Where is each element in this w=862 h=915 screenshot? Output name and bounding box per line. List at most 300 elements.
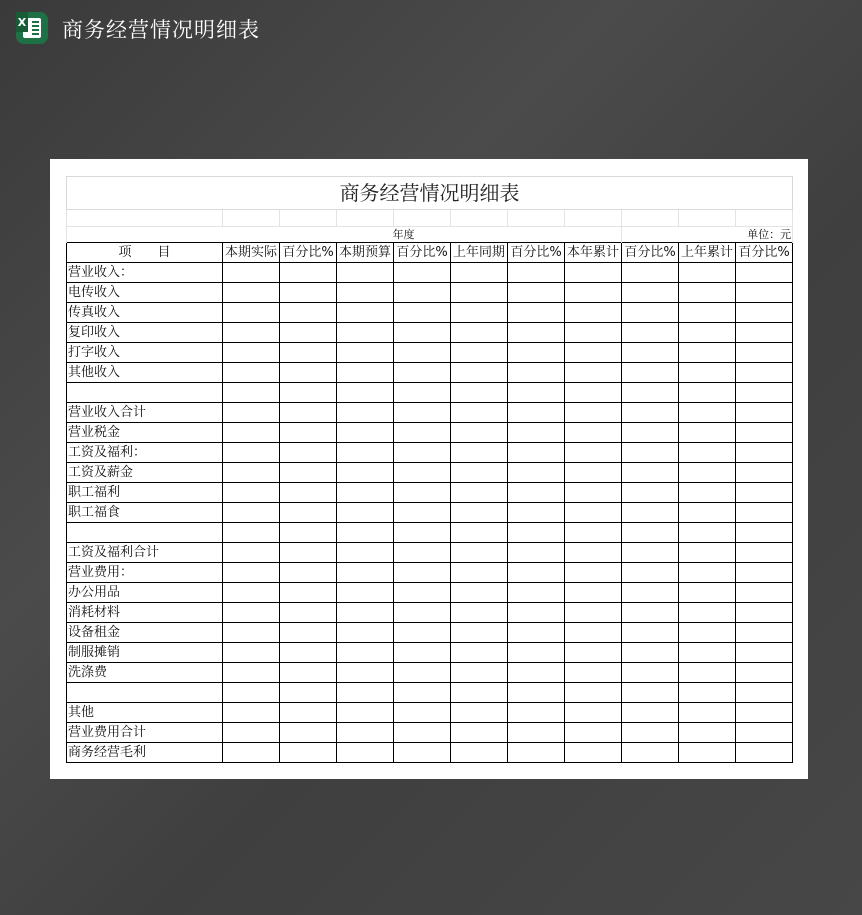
value-cell[interactable]: [394, 403, 451, 423]
value-cell[interactable]: [280, 383, 337, 403]
value-cell[interactable]: [679, 303, 736, 323]
value-cell[interactable]: [679, 643, 736, 663]
value-cell[interactable]: [736, 383, 793, 403]
value-cell[interactable]: [508, 563, 565, 583]
column-header[interactable]: 项 目: [67, 243, 223, 263]
value-cell[interactable]: [451, 343, 508, 363]
row-label[interactable]: 营业收入：: [67, 263, 223, 283]
value-cell[interactable]: [622, 443, 679, 463]
value-cell[interactable]: [451, 463, 508, 483]
value-cell[interactable]: [622, 663, 679, 683]
value-cell[interactable]: [337, 643, 394, 663]
value-cell[interactable]: [223, 683, 280, 703]
value-cell[interactable]: [565, 703, 622, 723]
value-cell[interactable]: [565, 623, 622, 643]
row-label[interactable]: 设备租金: [67, 623, 223, 643]
value-cell[interactable]: [280, 703, 337, 723]
value-cell[interactable]: [337, 403, 394, 423]
value-cell[interactable]: [337, 543, 394, 563]
value-cell[interactable]: [508, 283, 565, 303]
value-cell[interactable]: [508, 423, 565, 443]
value-cell[interactable]: [451, 663, 508, 683]
value-cell[interactable]: [736, 563, 793, 583]
value-cell[interactable]: [679, 623, 736, 643]
value-cell[interactable]: [223, 303, 280, 323]
row-label[interactable]: 其他收入: [67, 363, 223, 383]
value-cell[interactable]: [451, 643, 508, 663]
value-cell[interactable]: [394, 683, 451, 703]
value-cell[interactable]: [223, 743, 280, 763]
value-cell[interactable]: [280, 283, 337, 303]
value-cell[interactable]: [223, 403, 280, 423]
value-cell[interactable]: [280, 323, 337, 343]
row-label[interactable]: 电传收入: [67, 283, 223, 303]
value-cell[interactable]: [280, 583, 337, 603]
value-cell[interactable]: [565, 363, 622, 383]
value-cell[interactable]: [622, 743, 679, 763]
value-cell[interactable]: [280, 683, 337, 703]
value-cell[interactable]: [223, 463, 280, 483]
value-cell[interactable]: [508, 443, 565, 463]
value-cell[interactable]: [679, 343, 736, 363]
value-cell[interactable]: [622, 723, 679, 743]
row-label[interactable]: 制服摊销: [67, 643, 223, 663]
value-cell[interactable]: [223, 383, 280, 403]
value-cell[interactable]: [280, 663, 337, 683]
value-cell[interactable]: [337, 483, 394, 503]
column-header[interactable]: 本年累计: [565, 243, 622, 263]
value-cell[interactable]: [736, 443, 793, 463]
value-cell[interactable]: [451, 723, 508, 743]
row-label[interactable]: 消耗材料: [67, 603, 223, 623]
value-cell[interactable]: [280, 643, 337, 663]
value-cell[interactable]: [622, 463, 679, 483]
value-cell[interactable]: [280, 263, 337, 283]
value-cell[interactable]: [565, 743, 622, 763]
value-cell[interactable]: [451, 323, 508, 343]
value-cell[interactable]: [394, 563, 451, 583]
value-cell[interactable]: [451, 263, 508, 283]
value-cell[interactable]: [622, 303, 679, 323]
value-cell[interactable]: [451, 543, 508, 563]
value-cell[interactable]: [394, 703, 451, 723]
value-cell[interactable]: [736, 583, 793, 603]
value-cell[interactable]: [280, 343, 337, 363]
value-cell[interactable]: [679, 283, 736, 303]
value-cell[interactable]: [679, 543, 736, 563]
column-header[interactable]: 百分比%: [280, 243, 337, 263]
value-cell[interactable]: [622, 503, 679, 523]
value-cell[interactable]: [223, 523, 280, 543]
value-cell[interactable]: [565, 303, 622, 323]
value-cell[interactable]: [565, 263, 622, 283]
value-cell[interactable]: [736, 263, 793, 283]
value-cell[interactable]: [280, 423, 337, 443]
value-cell[interactable]: [508, 483, 565, 503]
value-cell[interactable]: [622, 623, 679, 643]
value-cell[interactable]: [508, 603, 565, 623]
value-cell[interactable]: [394, 723, 451, 743]
value-cell[interactable]: [565, 583, 622, 603]
value-cell[interactable]: [736, 403, 793, 423]
row-label[interactable]: 职工福食: [67, 503, 223, 523]
value-cell[interactable]: [394, 363, 451, 383]
value-cell[interactable]: [622, 563, 679, 583]
value-cell[interactable]: [337, 723, 394, 743]
value-cell[interactable]: [622, 643, 679, 663]
value-cell[interactable]: [394, 383, 451, 403]
value-cell[interactable]: [451, 303, 508, 323]
value-cell[interactable]: [736, 643, 793, 663]
value-cell[interactable]: [223, 443, 280, 463]
value-cell[interactable]: [223, 323, 280, 343]
row-label[interactable]: 办公用品: [67, 583, 223, 603]
row-label[interactable]: 传真收入: [67, 303, 223, 323]
value-cell[interactable]: [565, 383, 622, 403]
value-cell[interactable]: [280, 723, 337, 743]
value-cell[interactable]: [337, 603, 394, 623]
value-cell[interactable]: [679, 603, 736, 623]
value-cell[interactable]: [565, 403, 622, 423]
value-cell[interactable]: [223, 563, 280, 583]
value-cell[interactable]: [394, 303, 451, 323]
value-cell[interactable]: [394, 443, 451, 463]
value-cell[interactable]: [223, 703, 280, 723]
value-cell[interactable]: [451, 443, 508, 463]
value-cell[interactable]: [394, 503, 451, 523]
value-cell[interactable]: [337, 503, 394, 523]
value-cell[interactable]: [223, 363, 280, 383]
cell[interactable]: [337, 210, 394, 227]
value-cell[interactable]: [451, 583, 508, 603]
value-cell[interactable]: [622, 703, 679, 723]
value-cell[interactable]: [565, 443, 622, 463]
value-cell[interactable]: [565, 423, 622, 443]
value-cell[interactable]: [451, 423, 508, 443]
value-cell[interactable]: [223, 723, 280, 743]
row-label[interactable]: 营业费用：: [67, 563, 223, 583]
value-cell[interactable]: [451, 623, 508, 643]
value-cell[interactable]: [736, 283, 793, 303]
value-cell[interactable]: [394, 463, 451, 483]
value-cell[interactable]: [394, 583, 451, 603]
value-cell[interactable]: [565, 663, 622, 683]
value-cell[interactable]: [565, 343, 622, 363]
value-cell[interactable]: [451, 603, 508, 623]
value-cell[interactable]: [280, 563, 337, 583]
value-cell[interactable]: [394, 523, 451, 543]
value-cell[interactable]: [394, 323, 451, 343]
value-cell[interactable]: [508, 463, 565, 483]
value-cell[interactable]: [508, 383, 565, 403]
value-cell[interactable]: [337, 563, 394, 583]
column-header[interactable]: 上年同期: [451, 243, 508, 263]
value-cell[interactable]: [736, 663, 793, 683]
value-cell[interactable]: [679, 403, 736, 423]
value-cell[interactable]: [736, 323, 793, 343]
value-cell[interactable]: [223, 663, 280, 683]
value-cell[interactable]: [394, 603, 451, 623]
value-cell[interactable]: [337, 443, 394, 463]
value-cell[interactable]: [394, 663, 451, 683]
value-cell[interactable]: [736, 523, 793, 543]
value-cell[interactable]: [508, 543, 565, 563]
value-cell[interactable]: [337, 663, 394, 683]
value-cell[interactable]: [508, 523, 565, 543]
value-cell[interactable]: [736, 743, 793, 763]
column-header[interactable]: 百分比%: [394, 243, 451, 263]
row-label[interactable]: 工资及薪金: [67, 463, 223, 483]
value-cell[interactable]: [280, 743, 337, 763]
cell[interactable]: [280, 210, 337, 227]
value-cell[interactable]: [280, 443, 337, 463]
value-cell[interactable]: [508, 503, 565, 523]
value-cell[interactable]: [280, 403, 337, 423]
cell[interactable]: [622, 210, 679, 227]
value-cell[interactable]: [622, 523, 679, 543]
value-cell[interactable]: [679, 463, 736, 483]
value-cell[interactable]: [337, 703, 394, 723]
value-cell[interactable]: [679, 263, 736, 283]
value-cell[interactable]: [508, 403, 565, 423]
value-cell[interactable]: [451, 503, 508, 523]
value-cell[interactable]: [565, 603, 622, 623]
value-cell[interactable]: [280, 463, 337, 483]
value-cell[interactable]: [223, 503, 280, 523]
value-cell[interactable]: [508, 663, 565, 683]
value-cell[interactable]: [622, 403, 679, 423]
value-cell[interactable]: [679, 383, 736, 403]
row-label[interactable]: 洗涤费: [67, 663, 223, 683]
value-cell[interactable]: [679, 363, 736, 383]
value-cell[interactable]: [679, 443, 736, 463]
value-cell[interactable]: [223, 423, 280, 443]
value-cell[interactable]: [223, 643, 280, 663]
value-cell[interactable]: [451, 703, 508, 723]
value-cell[interactable]: [394, 543, 451, 563]
value-cell[interactable]: [508, 743, 565, 763]
value-cell[interactable]: [622, 343, 679, 363]
column-header[interactable]: 本期实际: [223, 243, 280, 263]
value-cell[interactable]: [565, 503, 622, 523]
sheet-title[interactable]: 商务经营情况明细表: [67, 177, 793, 210]
value-cell[interactable]: [622, 363, 679, 383]
value-cell[interactable]: [223, 603, 280, 623]
value-cell[interactable]: [622, 423, 679, 443]
value-cell[interactable]: [280, 603, 337, 623]
value-cell[interactable]: [337, 303, 394, 323]
row-label[interactable]: 营业税金: [67, 423, 223, 443]
cell[interactable]: [508, 210, 565, 227]
value-cell[interactable]: [508, 623, 565, 643]
value-cell[interactable]: [337, 743, 394, 763]
value-cell[interactable]: [622, 603, 679, 623]
cell[interactable]: [565, 210, 622, 227]
value-cell[interactable]: [622, 323, 679, 343]
cell[interactable]: [67, 210, 223, 227]
value-cell[interactable]: [337, 623, 394, 643]
value-cell[interactable]: [337, 523, 394, 543]
value-cell[interactable]: [565, 643, 622, 663]
value-cell[interactable]: [451, 383, 508, 403]
value-cell[interactable]: [679, 723, 736, 743]
row-label[interactable]: 工资及福利：: [67, 443, 223, 463]
value-cell[interactable]: [337, 363, 394, 383]
column-header[interactable]: 百分比%: [508, 243, 565, 263]
value-cell[interactable]: [679, 503, 736, 523]
value-cell[interactable]: [223, 543, 280, 563]
value-cell[interactable]: [451, 743, 508, 763]
value-cell[interactable]: [565, 463, 622, 483]
value-cell[interactable]: [622, 383, 679, 403]
value-cell[interactable]: [565, 523, 622, 543]
value-cell[interactable]: [508, 583, 565, 603]
value-cell[interactable]: [736, 483, 793, 503]
value-cell[interactable]: [451, 403, 508, 423]
row-label[interactable]: 营业费用合计: [67, 723, 223, 743]
value-cell[interactable]: [679, 323, 736, 343]
value-cell[interactable]: [394, 283, 451, 303]
value-cell[interactable]: [451, 363, 508, 383]
value-cell[interactable]: [736, 543, 793, 563]
value-cell[interactable]: [736, 303, 793, 323]
value-cell[interactable]: [394, 743, 451, 763]
value-cell[interactable]: [280, 363, 337, 383]
value-cell[interactable]: [622, 543, 679, 563]
value-cell[interactable]: [679, 743, 736, 763]
value-cell[interactable]: [622, 483, 679, 503]
value-cell[interactable]: [223, 263, 280, 283]
value-cell[interactable]: [565, 483, 622, 503]
value-cell[interactable]: [565, 283, 622, 303]
value-cell[interactable]: [736, 423, 793, 443]
value-cell[interactable]: [508, 723, 565, 743]
value-cell[interactable]: [565, 543, 622, 563]
value-cell[interactable]: [280, 523, 337, 543]
value-cell[interactable]: [679, 483, 736, 503]
value-cell[interactable]: [508, 303, 565, 323]
year-label[interactable]: 年度: [67, 227, 622, 243]
value-cell[interactable]: [736, 603, 793, 623]
value-cell[interactable]: [337, 343, 394, 363]
cell[interactable]: [394, 210, 451, 227]
value-cell[interactable]: [508, 323, 565, 343]
value-cell[interactable]: [223, 283, 280, 303]
value-cell[interactable]: [394, 263, 451, 283]
value-cell[interactable]: [679, 523, 736, 543]
row-label[interactable]: 复印收入: [67, 323, 223, 343]
value-cell[interactable]: [223, 583, 280, 603]
value-cell[interactable]: [394, 623, 451, 643]
row-label[interactable]: [67, 383, 223, 403]
cell[interactable]: [451, 210, 508, 227]
row-label[interactable]: 工资及福利合计: [67, 543, 223, 563]
value-cell[interactable]: [736, 463, 793, 483]
row-label[interactable]: 打字收入: [67, 343, 223, 363]
value-cell[interactable]: [337, 463, 394, 483]
row-label[interactable]: 商务经营毛利: [67, 743, 223, 763]
value-cell[interactable]: [451, 283, 508, 303]
value-cell[interactable]: [394, 643, 451, 663]
value-cell[interactable]: [394, 423, 451, 443]
value-cell[interactable]: [280, 503, 337, 523]
value-cell[interactable]: [565, 323, 622, 343]
cell[interactable]: [679, 210, 736, 227]
value-cell[interactable]: [622, 583, 679, 603]
value-cell[interactable]: [223, 483, 280, 503]
value-cell[interactable]: [280, 623, 337, 643]
value-cell[interactable]: [565, 683, 622, 703]
value-cell[interactable]: [508, 263, 565, 283]
value-cell[interactable]: [337, 263, 394, 283]
value-cell[interactable]: [451, 563, 508, 583]
value-cell[interactable]: [736, 343, 793, 363]
value-cell[interactable]: [337, 323, 394, 343]
value-cell[interactable]: [280, 303, 337, 323]
value-cell[interactable]: [622, 683, 679, 703]
value-cell[interactable]: [223, 623, 280, 643]
value-cell[interactable]: [679, 423, 736, 443]
value-cell[interactable]: [736, 623, 793, 643]
row-label[interactable]: 其他: [67, 703, 223, 723]
unit-label[interactable]: 单位：元: [622, 227, 793, 243]
value-cell[interactable]: [736, 683, 793, 703]
value-cell[interactable]: [736, 503, 793, 523]
value-cell[interactable]: [679, 703, 736, 723]
row-label[interactable]: [67, 683, 223, 703]
value-cell[interactable]: [508, 363, 565, 383]
value-cell[interactable]: [337, 383, 394, 403]
value-cell[interactable]: [508, 703, 565, 723]
value-cell[interactable]: [223, 343, 280, 363]
column-header[interactable]: 上年累计: [679, 243, 736, 263]
value-cell[interactable]: [622, 263, 679, 283]
value-cell[interactable]: [280, 543, 337, 563]
value-cell[interactable]: [337, 423, 394, 443]
value-cell[interactable]: [337, 283, 394, 303]
value-cell[interactable]: [679, 683, 736, 703]
value-cell[interactable]: [508, 643, 565, 663]
value-cell[interactable]: [508, 343, 565, 363]
value-cell[interactable]: [394, 343, 451, 363]
value-cell[interactable]: [679, 563, 736, 583]
value-cell[interactable]: [451, 523, 508, 543]
column-header[interactable]: 百分比%: [736, 243, 793, 263]
value-cell[interactable]: [736, 723, 793, 743]
value-cell[interactable]: [679, 663, 736, 683]
cell[interactable]: [736, 210, 793, 227]
value-cell[interactable]: [337, 583, 394, 603]
row-label[interactable]: 职工福利: [67, 483, 223, 503]
value-cell[interactable]: [508, 683, 565, 703]
value-cell[interactable]: [736, 363, 793, 383]
value-cell[interactable]: [394, 483, 451, 503]
row-label[interactable]: [67, 523, 223, 543]
value-cell[interactable]: [622, 283, 679, 303]
value-cell[interactable]: [679, 583, 736, 603]
row-label[interactable]: 营业收入合计: [67, 403, 223, 423]
value-cell[interactable]: [451, 683, 508, 703]
value-cell[interactable]: [736, 703, 793, 723]
value-cell[interactable]: [337, 683, 394, 703]
value-cell[interactable]: [451, 483, 508, 503]
value-cell[interactable]: [280, 483, 337, 503]
column-header[interactable]: 本期预算: [337, 243, 394, 263]
cell[interactable]: [223, 210, 280, 227]
value-cell[interactable]: [565, 563, 622, 583]
value-cell[interactable]: [565, 723, 622, 743]
column-header[interactable]: 百分比%: [622, 243, 679, 263]
